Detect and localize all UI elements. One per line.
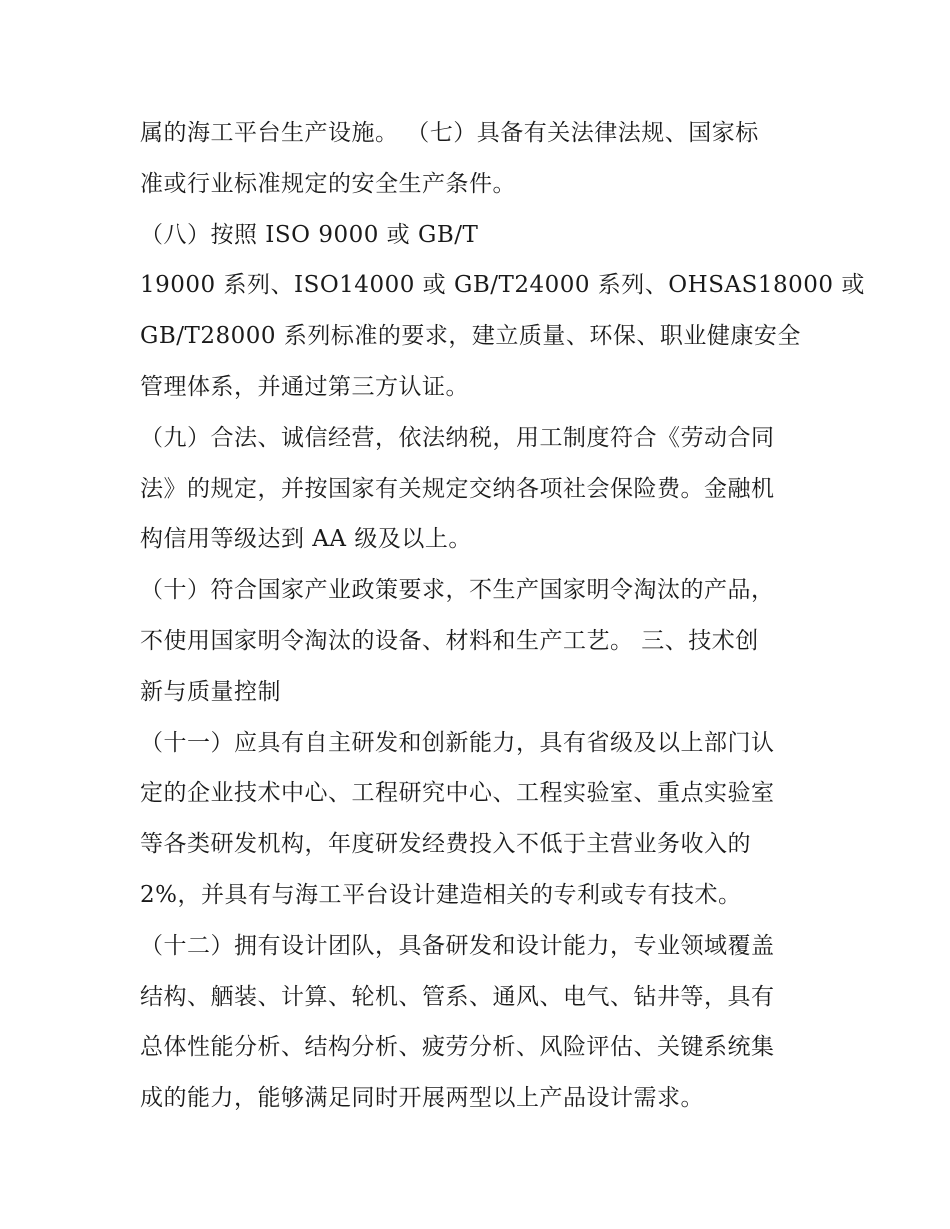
text-line: 成的能力，能够满足同时开展两型以上产品设计需求。 xyxy=(140,1085,704,1112)
text-line: 法》的规定，并按国家有关规定交纳各项社会保险费。金融机 xyxy=(140,475,775,502)
text-line: 19000 系列、ISO14000 或 GB/T24000 系列、OHSAS18000 或 xyxy=(140,272,865,299)
text-line: 构信用等级达到 AA 级及以上。 xyxy=(140,526,472,553)
text-line: 等各类研发机构，年度研发经费投入不低于主营业务收入的 xyxy=(140,831,751,858)
text-line: 属的海工平台生产设施。 （七）具备有关法律法规、国家标 xyxy=(140,120,759,146)
text-line: （九）合法、诚信经营，依法纳税，用工制度符合《劳动合同 xyxy=(140,424,775,451)
text-line: 定的企业技术中心、工程研究中心、工程实验室、重点实验室 xyxy=(140,780,775,807)
text-line: （八）按照 ISO 9000 或 GB/T xyxy=(140,221,479,248)
text-line: 准或行业标准规定的安全生产条件。 xyxy=(140,170,516,197)
text-line: 2%，并具有与海工平台设计建造相关的专利或专有技术。 xyxy=(140,881,742,908)
text-line: 总体性能分析、结构分析、疲劳分析、风险评估、关键系统集 xyxy=(140,1034,775,1061)
text-line: 新与质量控制 xyxy=(140,678,281,705)
text-line: 结构、舾装、计算、轮机、管系、通风、电气、钻井等，具有 xyxy=(140,983,775,1010)
text-line: （十）符合国家产业政策要求，不生产国家明令淘汰的产品， xyxy=(140,577,775,604)
text-line: 管理体系，并通过第三方认证。 xyxy=(140,373,469,400)
text-line: （十一）应具有自主研发和创新能力，具有省级及以上部门认 xyxy=(140,729,775,756)
body-text xyxy=(140,108,865,1124)
text-line: 不使用国家明令淘汰的设备、材料和生产工艺。 三、技术创 xyxy=(140,627,759,654)
text-line: GB/T28000 系列标准的要求，建立质量、环保、职业健康安全 xyxy=(140,323,801,350)
text-line: （十二）拥有设计团队，具备研发和设计能力，专业领域覆盖 xyxy=(140,932,775,959)
